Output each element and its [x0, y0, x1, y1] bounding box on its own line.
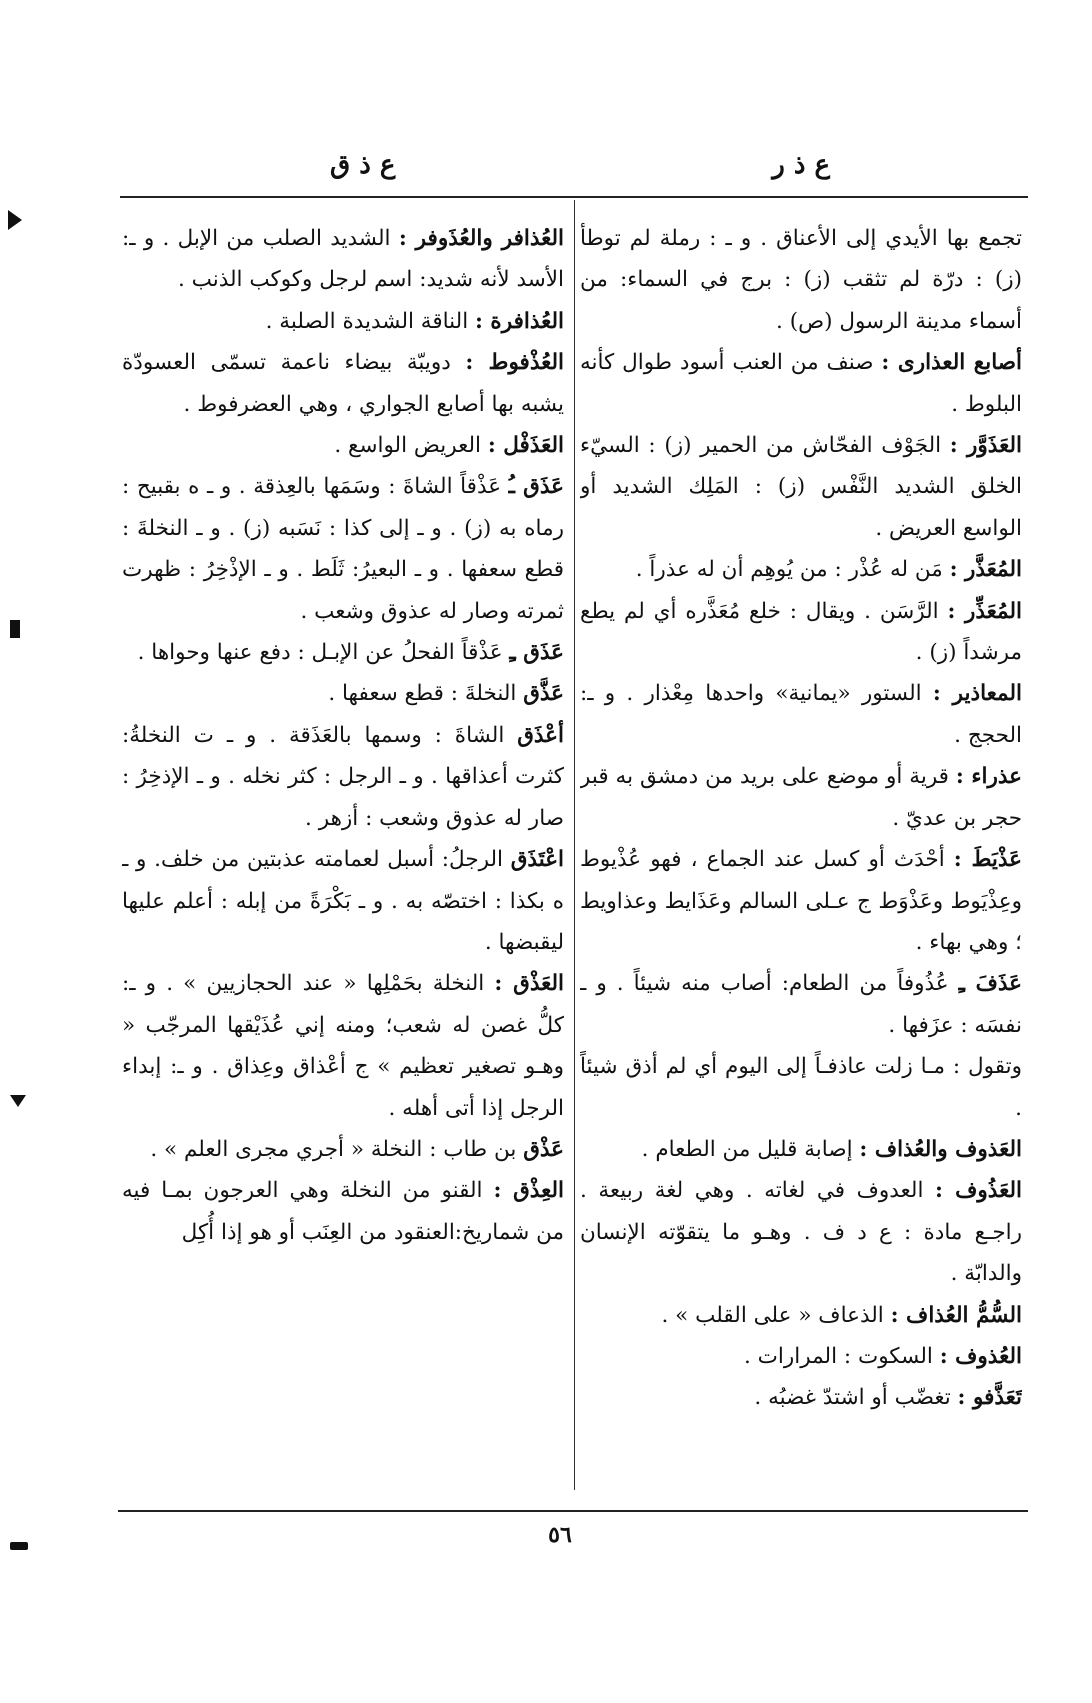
- dictionary-entry: [580, 1295, 1022, 1336]
- entry-headword: عذراء :: [955, 764, 1022, 790]
- entry-headword: أعْذَق: [517, 722, 564, 748]
- entry-definition: الذعاف « على القلب » .: [661, 1302, 891, 1328]
- dictionary-entry: [580, 425, 1022, 549]
- entry-definition: النخلةَ : قطع سعفها .: [328, 681, 524, 707]
- entry-definition: العريض الواسع .: [334, 433, 488, 459]
- entry-definition: عَذْقاً الشاةَ : وسَمَها بالعِذقة . و ـ ه بقبيح : رماه به (ز) . و ـ إلى كذا : نَسَبه (ز) . و ـ النخلةَ : قطع سعفها . و ـ البعيرُ: ثَلَط . و ـ الإذْخِرُ : ظهرت ثمرته وصار له عذوق وشعب .: [122, 474, 564, 624]
- dictionary-entry: [580, 673, 1022, 756]
- entry-definition: السكوت : المرارات .: [743, 1343, 940, 1369]
- margin-mark: [10, 1542, 28, 1550]
- right-column-root: ع ذ ر: [772, 150, 830, 180]
- bottom-rule: [118, 1510, 1028, 1512]
- entry-definition: الشديد الصلب من الإبل . و ـ: الأسد لأنه شديد: اسم لرجل وكوكب الذنب .: [122, 226, 564, 293]
- dictionary-entry: [580, 839, 1022, 963]
- dictionary-entry: [122, 632, 564, 673]
- entry-definition: عُذُوفاً من الطعام: أصاب منه شيئاً . و ـ نفسَه : عزَفها .: [580, 971, 1022, 1038]
- page-header: [120, 150, 1020, 194]
- column-divider: [574, 200, 575, 1490]
- entry-definition: الرَّسَن . ويقال : خلع مُعَذَّره أي لم يطع مرشداً (ز) .: [580, 598, 1022, 666]
- entry-definition: تغضّب أو اشتدّ غضبُه .: [754, 1385, 958, 1411]
- entry-definition: بن طاب : النخلة « أجري مجرى العلم » .: [150, 1136, 524, 1162]
- entry-definition: الشاةَ : وسمها بالعَذَقة . و ـ ت النخلةُ: كثرت أعذاقها . و ـ الرجل : كثر نخله . و ـ الإذخِرُ : صار له عذوق وشعب : أزهر .: [122, 722, 564, 831]
- entry-definition: العدوف في لغاته . وهي لغة ربيعة . راجـع مادة : ع د ف . وهـو ما يتقوّته الإنسان والدابّة .: [580, 1178, 1022, 1287]
- entry-headword: العُذوف :: [939, 1343, 1022, 1369]
- entry-headword: العُذْفوط :: [465, 350, 564, 376]
- dictionary-entry: [122, 1129, 564, 1170]
- top-rule: [120, 196, 1028, 198]
- dictionary-entry: [580, 1129, 1022, 1170]
- entry-definition: مَن له عُذْر : من يُوهِم أن له عذراً .: [635, 557, 950, 583]
- entry-headword: العَذَوَّر :: [949, 433, 1022, 459]
- entry-headword: تَعَذَّفو :: [957, 1385, 1022, 1411]
- entry-definition: الستور «يمانية» واحدها مِعْذار . و ـ: الحجج .: [580, 681, 1022, 748]
- entry-headword: العُذافر والعُذَوفر :: [398, 226, 564, 251]
- entry-headword: العَذَفْل :: [487, 433, 564, 459]
- right-column: [580, 218, 1022, 1498]
- entry-headword: عَذَق ـِ: [509, 640, 564, 666]
- dictionary-entry: [580, 1377, 1022, 1418]
- entry-definition: إصابة قليل من الطعام .: [641, 1136, 860, 1162]
- entry-headword: العَذوف والعُذاف :: [859, 1136, 1022, 1162]
- entry-headword: المُعَذِّر :: [947, 598, 1022, 624]
- dictionary-entry: [580, 342, 1022, 425]
- dictionary-entry: [122, 466, 564, 632]
- dictionary-entry: [580, 549, 1022, 590]
- margin-mark: [10, 1095, 26, 1107]
- entry-headword: عَذْق: [523, 1136, 564, 1162]
- dictionary-entry: [580, 591, 1022, 674]
- entry-definition: صنف من العنب أسود طوال كأنه البلوط .: [580, 350, 1022, 417]
- entry-headword: عَذَق ـُ: [508, 474, 564, 500]
- entry-definition: قرية أو موضع على بريد من دمشق به قبر حجر بن عديّ .: [580, 764, 1022, 831]
- margin-mark: [10, 620, 20, 638]
- left-column-root: ع ذ ق: [330, 150, 396, 180]
- entry-definition: الناقة الشديدة الصلبة .: [265, 308, 476, 334]
- dictionary-entry: [122, 1170, 564, 1253]
- dictionary-entry: [122, 425, 564, 466]
- entry-headword: المعاذير :: [932, 681, 1022, 707]
- entry-definition: الرجلُ: أسبل لعمامته عذبتين من خلف. و ـ ه بكذا : اختصّه به . و ـ بَكْرَةً من إبله : أعلم عليها ليقبضها .: [122, 847, 564, 955]
- dictionary-entry: [580, 1170, 1022, 1294]
- entry-headword: اعْتَذَق: [510, 847, 564, 873]
- dictionary-entry: [122, 963, 564, 1129]
- dictionary-entry: [580, 1336, 1022, 1377]
- entry-definition: دويبّة بيضاء ناعمة تسمّى العسودّة يشبه بها أصابع الجواري ، وهي العضرفوط .: [122, 350, 564, 417]
- dictionary-entry: [122, 342, 564, 425]
- dictionary-entry: [122, 301, 564, 342]
- entry-definition: القنو من النخلة وهي العرجون بمـا فيه من شماريخ:العنقود من العِنَب أو هو إذا أُكِل: [122, 1178, 564, 1245]
- left-column: [122, 218, 564, 1498]
- entry-headword: عَذْيَطَ :: [953, 847, 1022, 873]
- entry-definition: الجَوْف الفحّاش من الحمير (ز) : السيّء الخلق الشديد النَّفْس (ز) : المَلِك الشديد أو الواسع العريض .: [580, 433, 1022, 541]
- dictionary-entry: [580, 756, 1022, 839]
- entry-headword: العُذافرة :: [475, 308, 564, 334]
- margin-mark: [8, 210, 22, 230]
- page-number: ٥٦: [548, 1522, 572, 1548]
- entry-definition: عَذْقاً الفحلُ عن الإبـل : دفع عنها وحواها .: [137, 640, 510, 666]
- dictionary-entry: [580, 963, 1022, 1046]
- dictionary-entry: [122, 839, 564, 963]
- entry-headword: العَذُوف :: [934, 1178, 1022, 1204]
- entry-headword: العِذْق :: [493, 1178, 564, 1204]
- dictionary-entry: [580, 218, 1022, 342]
- dictionary-entry: [122, 673, 564, 714]
- dictionary-entry: [122, 715, 564, 839]
- entry-headword: العَذْق :: [494, 971, 564, 997]
- entry-headword: السُّمُّ العُذاف :: [890, 1302, 1022, 1328]
- entry-definition: النخلة بحَمْلِها « عند الحجازيين » . و ـ: كلُّ غصن له شعب؛ ومنه إني عُذَيْقها المرجّب « وهـو تصغير تعظيم » ج أعْذاق وعِذاق . و ـ: إبداء الرجل إذا أتى أهله .: [122, 971, 564, 1121]
- entry-headword: عَذَفَ ـِ: [958, 971, 1022, 997]
- entry-definition: أحْدَث أو كسل عند الجماع ، فهو عُذْيوط وعِذْيَوط وعَذْوَط ج عـلى السالم وعَذَايط وعذاويط ؛ وهي بهاء .: [580, 847, 1022, 955]
- entry-headword: أصابع العذارى :: [881, 350, 1022, 376]
- entry-definition: وتقول : مـا زلت عاذفـاً إلى اليوم أي لم أذق شيئاً .: [580, 1054, 1022, 1121]
- dictionary-entry: [580, 1046, 1022, 1129]
- entry-headword: عَذَّق: [523, 681, 564, 707]
- dictionary-entry: [122, 218, 564, 301]
- entry-headword: المُعَذَّر :: [949, 557, 1022, 583]
- entry-definition: تجمع بها الأيدي إلى الأعناق . و ـ : رملة لم توطأ (ز) : درّة لم تثقب (ز) : برج في السماء: من أسماء مدينة الرسول (ص) .: [580, 226, 1022, 334]
